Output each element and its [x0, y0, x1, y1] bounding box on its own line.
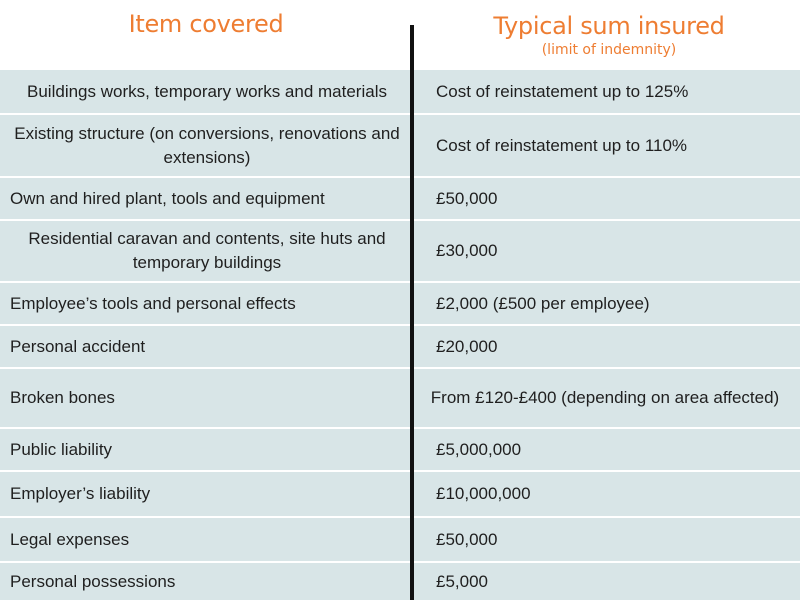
sum-insured-cell: £50,000: [436, 529, 498, 549]
item-covered-cell: Legal expenses: [10, 529, 130, 549]
table-row: [0, 324, 800, 367]
sum-insured-cell: £10,000,000: [436, 484, 531, 503]
column-divider: [410, 25, 414, 600]
sum-insured-cell: £30,000: [436, 241, 498, 260]
item-covered-cell: Personal possessions: [10, 571, 176, 591]
column-header-sum-insured: [418, 10, 800, 58]
item-covered-cell: Own and hired plant, tools and equipment: [10, 188, 325, 208]
table-row: [0, 176, 800, 219]
sum-insured-cell: Cost of reinstatement up to 110%: [436, 135, 688, 155]
sum-insured-cell: £5,000,000: [436, 439, 522, 459]
item-covered-cell: Broken bones: [10, 388, 115, 407]
table-row: [0, 113, 800, 176]
sum-insured-cell: Cost of reinstatement up to 125%: [436, 81, 689, 101]
insurance-table: [0, 68, 800, 600]
table-row: [0, 516, 800, 561]
item-covered-cell: Buildings works, temporary works and materials: [27, 81, 387, 101]
table-row: [0, 561, 800, 600]
item-covered-cell: Employer’s liability: [10, 484, 151, 503]
table-row: [0, 281, 800, 324]
table-row: [0, 219, 800, 281]
table-header: [0, 0, 800, 68]
item-covered-cell: Employee’s tools and personal effects: [10, 293, 296, 313]
sum-insured-cell: From £120-£400 (depending on area affected): [430, 388, 780, 407]
sum-insured-cell: £2,000 (£500 per employee): [436, 293, 650, 313]
table-row: [0, 470, 800, 516]
table-row: [0, 367, 800, 427]
table-row: [0, 68, 800, 113]
sum-insured-cell: £20,000: [436, 336, 498, 356]
column-header-sum-insured-subtitle: (limit of indemnity): [541, 42, 677, 58]
sum-insured-cell: £50,000: [436, 188, 498, 208]
item-covered-cell: Public liability: [10, 439, 113, 459]
item-covered-cell: Personal accident: [10, 336, 146, 356]
item-covered-cell: Residential caravan and contents, site huts and temporary buildings: [28, 229, 386, 272]
sum-insured-cell: £5,000: [436, 571, 488, 591]
column-header-sum-insured-title: Typical sum insured: [493, 12, 725, 40]
table-row: [0, 427, 800, 470]
column-header-item-covered: Item covered: [128, 10, 284, 38]
item-covered-cell: Existing structure (on conversions, renovations and extensions): [14, 123, 400, 167]
